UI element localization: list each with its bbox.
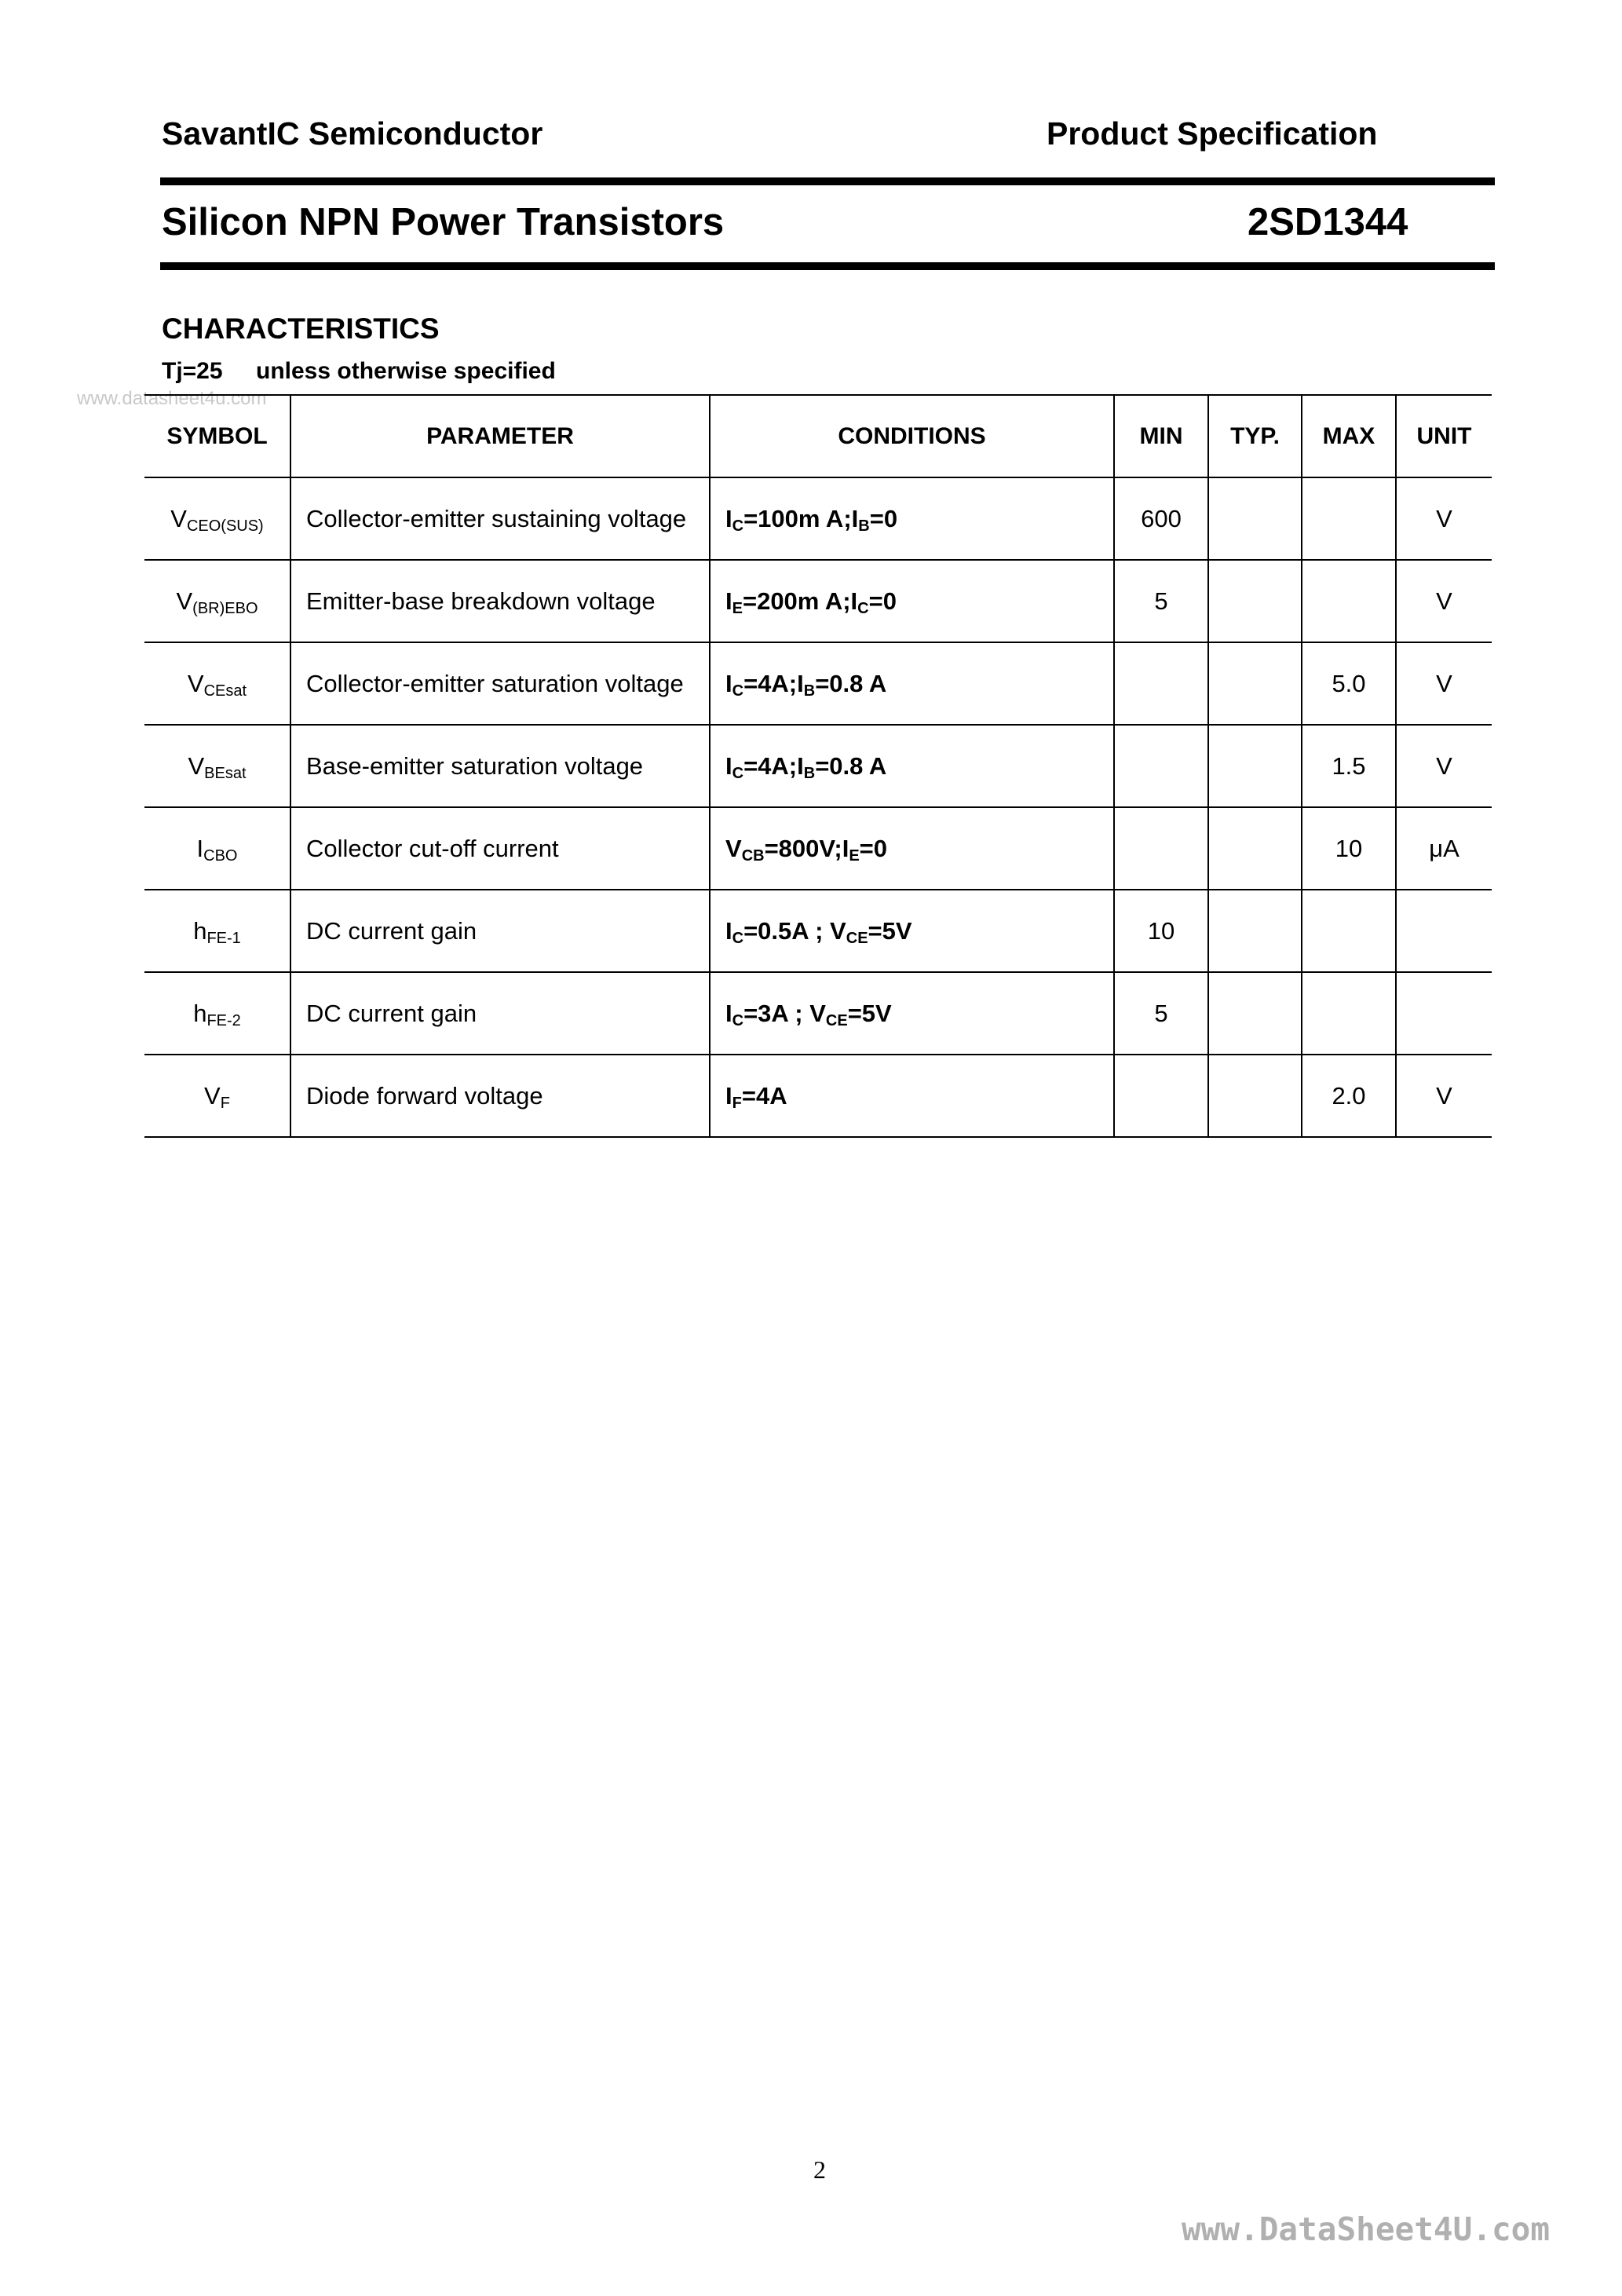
condition-subscript: CB [741,846,765,865]
symbol-main: V [187,669,204,697]
col-header-unit: UNIT [1396,395,1492,477]
condition-text: I [725,751,732,780]
symbol-cell [144,560,290,642]
condition-text: =0 [869,504,898,532]
table-row [144,890,1492,972]
condition-text: I [725,916,732,945]
min-cell: 10 [1114,890,1208,972]
unit-cell: μA [1396,807,1492,890]
conditions-cell [710,1055,1114,1137]
conditions-cell [710,642,1114,725]
conditions-cell [710,972,1114,1055]
conditions-cell [710,560,1114,642]
symbol-subscript: CBO [203,846,238,865]
conditions-cell [710,807,1114,890]
parameter-cell: Emitter-base breakdown voltage [290,560,710,642]
typ-cell [1208,890,1302,972]
condition-text: =3A ; V [743,999,826,1027]
symbol-main: V [188,751,205,780]
parameter-cell: DC current gain [290,890,710,972]
condition-text: =0 [859,834,888,862]
condition-text: I [725,504,732,532]
min-cell [1114,1055,1208,1137]
col-header-parameter: PARAMETER [290,395,710,477]
condition-text: I [725,587,732,615]
condition-subscript: B [858,517,870,535]
unit-cell [1396,890,1492,972]
table-header-row [144,395,1492,477]
col-header-max: MAX [1302,395,1396,477]
symbol-subscript: F [220,1094,230,1112]
condition-text: =4A;I [743,669,804,697]
typ-cell [1208,477,1302,560]
condition-subscript: C [732,1011,744,1029]
unit-cell: V [1396,477,1492,560]
parameter-cell: Collector cut-off current [290,807,710,890]
unit-cell: V [1396,642,1492,725]
symbol-main: V [204,1081,221,1110]
condition-text: =5V [868,916,912,945]
condition-text: =800V;I [764,834,849,862]
parameter-cell: DC current gain [290,972,710,1055]
symbol-subscript: FE-1 [206,929,241,947]
col-header-typ: TYP. [1208,395,1302,477]
condition-text: I [725,999,732,1027]
symbol-main: I [196,834,204,862]
watermark-bottom: www.DataSheet4U.com [1182,2210,1550,2248]
typ-cell [1208,560,1302,642]
symbol-subscript: CEsat [203,682,247,700]
typ-cell [1208,1055,1302,1137]
condition-text: =0 [868,587,897,615]
typ-cell [1208,725,1302,807]
typ-cell [1208,807,1302,890]
condition-text: I [725,669,732,697]
condition-text: =5V [847,999,892,1027]
symbol-subscript: BEsat [204,764,247,782]
conditions-cell [710,477,1114,560]
max-cell: 5.0 [1302,642,1396,725]
table-row [144,477,1492,560]
condition-subscript: CE [825,1011,848,1029]
condition-text: =4A [741,1081,787,1110]
condition-subscript: C [732,764,744,782]
typ-cell [1208,642,1302,725]
max-cell: 1.5 [1302,725,1396,807]
symbol-main: V [170,504,187,532]
min-cell [1114,642,1208,725]
conditions-cell [710,890,1114,972]
company-name: SavantIC Semiconductor [162,115,543,152]
part-number: 2SD1344 [1248,201,1408,243]
table-row [144,725,1492,807]
symbol-subscript: (BR)EBO [192,599,258,617]
min-cell [1114,725,1208,807]
min-cell: 5 [1114,972,1208,1055]
max-cell [1302,477,1396,560]
table-row [144,972,1492,1055]
col-header-symbol: SYMBOL [144,395,290,477]
unit-cell [1396,972,1492,1055]
unit-cell: V [1396,1055,1492,1137]
unit-cell: V [1396,725,1492,807]
header-rule-bottom [160,262,1495,270]
page-number: 2 [813,2155,826,2184]
parameter-cell: Diode forward voltage [290,1055,710,1137]
symbol-cell [144,477,290,560]
symbol-subscript: CEO(SUS) [186,517,264,535]
unit-cell: V [1396,560,1492,642]
document-type: Product Specification [1047,115,1378,152]
condition-text: =0.8 A [815,751,887,780]
col-header-conditions: CONDITIONS [710,395,1114,477]
condition-subscript: E [849,846,860,865]
parameter-cell: Collector-emitter saturation voltage [290,642,710,725]
condition-note: unless otherwise specified [256,358,556,384]
condition-subscript: CE [846,929,868,947]
condition-text: =0.5A ; V [743,916,846,945]
condition-subscript: C [732,929,744,947]
condition-text: =200m A;I [742,587,858,615]
characteristics-table [144,394,1492,1138]
table-row [144,1055,1492,1137]
symbol-cell [144,890,290,972]
symbol-cell [144,972,290,1055]
condition-subscript: E [732,599,743,617]
table-row [144,807,1492,890]
symbol-main: h [193,999,207,1027]
condition-tj: Tj=25 [162,358,223,384]
parameter-cell: Base-emitter saturation voltage [290,725,710,807]
condition-subscript: C [857,599,869,617]
max-cell: 10 [1302,807,1396,890]
condition-subscript: F [732,1094,742,1112]
table-row [144,642,1492,725]
min-cell: 5 [1114,560,1208,642]
min-cell [1114,807,1208,890]
symbol-main: h [193,916,207,945]
symbol-subscript: FE-2 [206,1011,241,1029]
conditions-cell [710,725,1114,807]
min-cell: 600 [1114,477,1208,560]
header-rule-top [160,177,1495,185]
symbol-cell [144,807,290,890]
max-cell: 2.0 [1302,1055,1396,1137]
table-row [144,560,1492,642]
condition-text: =100m A;I [743,504,859,532]
condition-text: =4A;I [743,751,804,780]
section-title: CHARACTERISTICS [162,313,440,345]
symbol-cell [144,642,290,725]
max-cell [1302,560,1396,642]
condition-subscript: B [803,764,816,782]
parameter-cell: Collector-emitter sustaining voltage [290,477,710,560]
condition-subscript: C [732,682,744,700]
symbol-cell [144,725,290,807]
condition-subscript: B [803,682,816,700]
col-header-min: MIN [1114,395,1208,477]
typ-cell [1208,972,1302,1055]
condition-text: V [725,834,742,862]
max-cell [1302,890,1396,972]
symbol-cell [144,1055,290,1137]
max-cell [1302,972,1396,1055]
condition-text: I [725,1081,732,1110]
product-title: Silicon NPN Power Transistors [162,201,725,243]
condition-text: =0.8 A [815,669,887,697]
symbol-main: V [176,587,193,615]
watermark-top: www.datasheet4u.com [77,388,267,409]
condition-subscript: C [732,517,744,535]
